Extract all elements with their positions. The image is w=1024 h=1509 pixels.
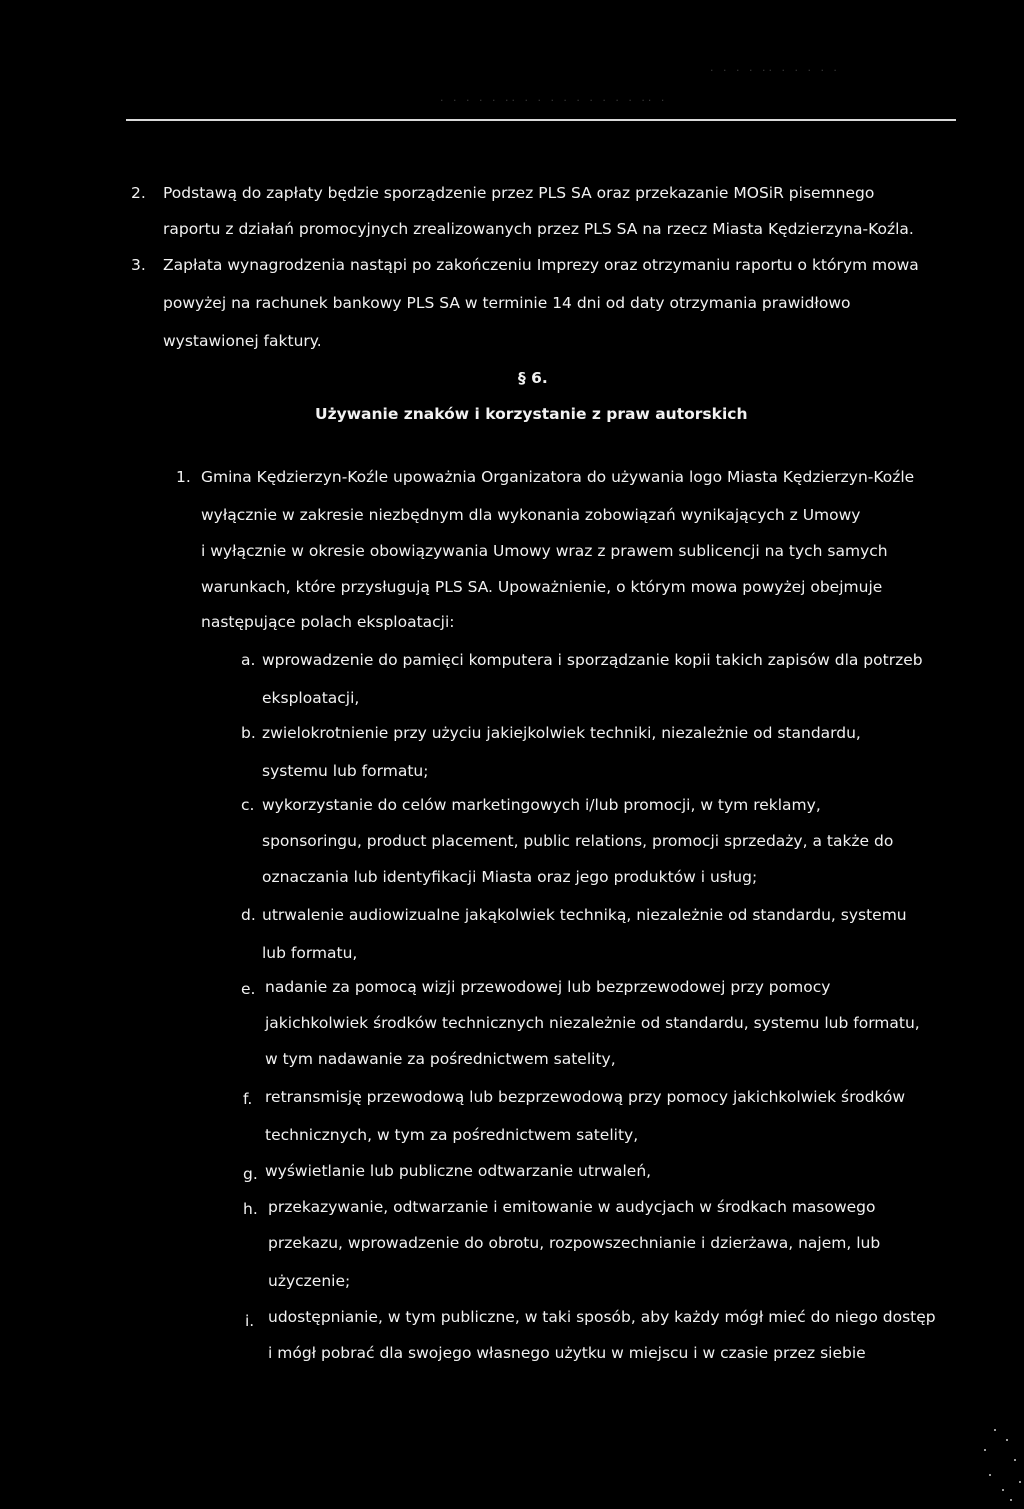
clause-1-line-1: Gmina Kędzierzyn-Koźle upoważnia Organizatora do używania logo Miasta Kędzierzyn-Koźle xyxy=(201,468,915,486)
field-f-line-2: technicznych, w tym za pośrednictwem satelity, xyxy=(265,1126,639,1144)
field-letter-c: c. xyxy=(241,796,255,814)
field-letter-h: h. xyxy=(243,1200,258,1218)
field-b-line-2: systemu lub formatu; xyxy=(262,762,429,780)
field-i-line-1: udostępnianie, w tym publiczne, w taki sposób, aby każdy mógł mieć do niego dostęp xyxy=(268,1308,936,1326)
item-2-line-1: Podstawą do zapłaty będzie sporządzenie przez PLS SA oraz przekazanie MOSiR pisemnego xyxy=(163,184,875,202)
header-faint-text-2: · · · · · ·· · · · · · · · · · ·· · xyxy=(440,94,668,107)
field-letter-e: e. xyxy=(241,980,256,998)
item-3-line-3: wystawionej faktury. xyxy=(163,332,322,350)
field-e-line-2: jakichkolwiek środków technicznych niezależnie od standardu, systemu lub formatu, xyxy=(265,1014,920,1032)
field-a-line-2: eksploatacji, xyxy=(262,689,360,707)
field-e-line-1: nadanie za pomocą wizji przewodowej lub bezprzewodowej przy pomocy xyxy=(265,978,831,996)
section-title: Używanie znaków i korzystanie z praw autorskich xyxy=(315,405,748,423)
field-g-line-1: wyświetlanie lub publiczne odtwarzanie utrwaleń, xyxy=(265,1162,652,1180)
field-h-line-3: użyczenie; xyxy=(268,1272,351,1290)
field-letter-i: i. xyxy=(245,1312,255,1330)
clause-1-line-3: i wyłącznie w okresie obowiązywania Umowy wraz z prawem sublicencji na tych samych xyxy=(201,542,888,560)
section-mark: § 6. xyxy=(518,369,548,387)
field-i-line-2: i mógł pobrać dla swojego własnego użytku w miejscu i w czasie przez siebie xyxy=(268,1344,866,1362)
header-rule xyxy=(126,119,956,121)
field-c-line-3: oznaczania lub identyfikacji Miasta oraz jego produktów i usług; xyxy=(262,868,758,886)
item-number-2: 2. xyxy=(131,184,146,202)
field-b-line-1: zwielokrotnienie przy użyciu jakiejkolwiek techniki, niezależnie od standardu, xyxy=(262,724,861,742)
field-d-line-1: utrwalenie audiowizualne jakąkolwiek techniką, niezależnie od standardu, systemu xyxy=(262,906,907,924)
field-f-line-1: retransmisję przewodową lub bezprzewodową przy pomocy jakichkolwiek środków xyxy=(265,1088,906,1106)
clause-1-line-4: warunkach, które przysługują PLS SA. Upoważnienie, o którym mowa powyżej obejmuje xyxy=(201,578,883,596)
field-letter-d: d. xyxy=(241,906,256,924)
field-letter-b: b. xyxy=(241,724,256,742)
field-h-line-2: przekazu, wprowadzenie do obrotu, rozpowszechnianie i dzierżawa, najem, lub xyxy=(268,1234,881,1252)
item-2-line-2: raportu z działań promocyjnych zrealizowanych przez PLS SA na rzecz Miasta Kędzierzyna-Koźla. xyxy=(163,220,914,238)
field-h-line-1: przekazywanie, odtwarzanie i emitowanie w audycjach w środkach masowego xyxy=(268,1198,876,1216)
field-letter-a: a. xyxy=(241,651,256,669)
field-letter-f: f. xyxy=(243,1090,253,1108)
field-a-line-1: wprowadzenie do pamięci komputera i sporządzanie kopii takich zapisów dla potrzeb xyxy=(262,651,923,669)
item-3-line-1: Zapłata wynagrodzenia nastąpi po zakończeniu Imprezy oraz otrzymaniu raportu o którym mowa xyxy=(163,256,919,274)
scan-specks xyxy=(934,1419,1024,1509)
item-3-line-2: powyżej na rachunek bankowy PLS SA w terminie 14 dni od daty otrzymania prawidłowo xyxy=(163,294,851,312)
header-faint-text-1: · · · · ·· · · · · · xyxy=(710,64,840,77)
field-e-line-3: w tym nadawanie za pośrednictwem satelity, xyxy=(265,1050,616,1068)
clause-number-1: 1. xyxy=(176,468,191,486)
item-number-3: 3. xyxy=(131,256,146,274)
field-d-line-2: lub formatu, xyxy=(262,944,358,962)
field-letter-g: g. xyxy=(243,1165,258,1183)
clause-1-line-2: wyłącznie w zakresie niezbędnym dla wykonania zobowiązań wynikających z Umowy xyxy=(201,506,861,524)
field-c-line-1: wykorzystanie do celów marketingowych i/lub promocji, w tym reklamy, xyxy=(262,796,821,814)
field-c-line-2: sponsoringu, product placement, public relations, promocji sprzedaży, a także do xyxy=(262,832,894,850)
clause-1-line-5: następujące polach eksploatacji: xyxy=(201,613,455,631)
